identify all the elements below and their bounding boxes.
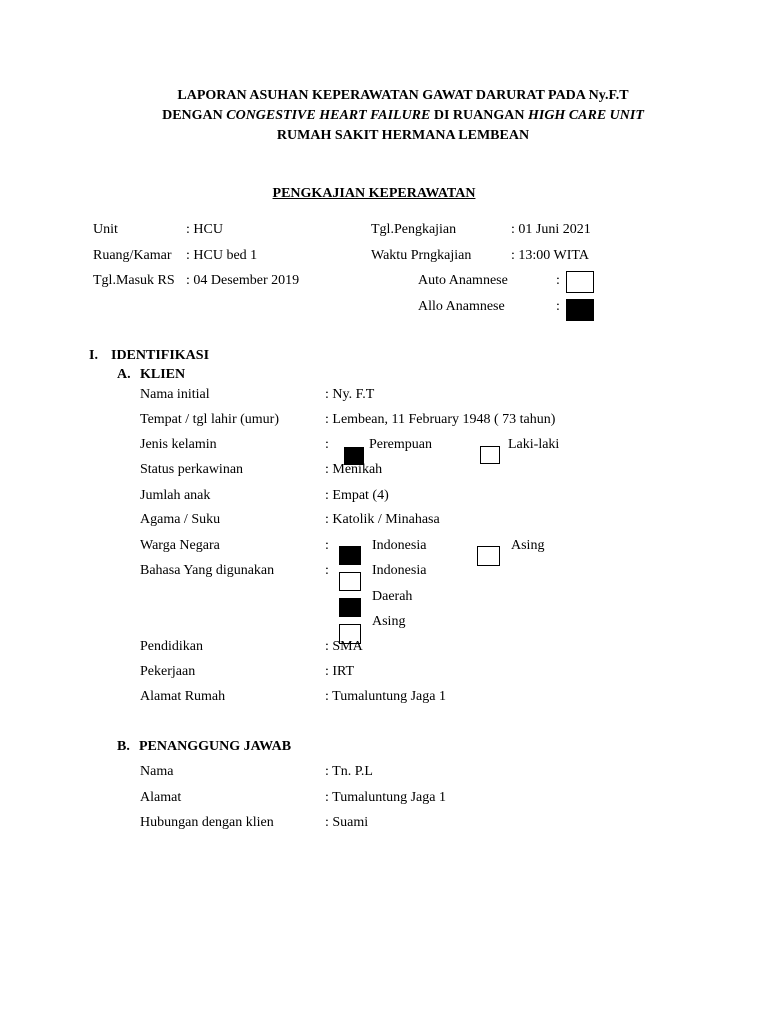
bahasa-daerah-label: Daerah xyxy=(372,589,413,604)
ruang-label: Ruang/Kamar xyxy=(93,248,172,263)
ttl-label: Tempat / tgl lahir (umur) xyxy=(140,412,279,427)
pekerjaan-value: : IRT xyxy=(325,664,355,679)
bahasa-asing-checkbox[interactable] xyxy=(339,624,361,644)
allo-anamnese-checkbox[interactable] xyxy=(566,299,594,321)
subsection-b-letter: B. xyxy=(117,739,130,754)
laki-laki-checkbox[interactable] xyxy=(480,446,500,464)
title-text-ruangan: DI RUANGAN xyxy=(430,108,528,123)
wn-indonesia-checkbox[interactable] xyxy=(339,546,361,565)
jenis-kelamin-colon: : xyxy=(325,437,329,452)
auto-anamnese-colon: : xyxy=(556,273,560,288)
ttl-value: : Lembean, 11 February 1948 ( 73 tahun) xyxy=(325,412,556,427)
wn-asing-label: Asing xyxy=(511,538,545,553)
title-text-dengan: DENGAN xyxy=(162,108,227,123)
agama-value: : Katolik / Minahasa xyxy=(325,512,440,527)
bahasa-daerah-checkbox[interactable] xyxy=(339,598,361,617)
tgl-masuk-value: : 04 Desember 2019 xyxy=(186,273,300,288)
pj-alamat-value: : Tumaluntung Jaga 1 xyxy=(325,790,446,805)
jenis-kelamin-label: Jenis kelamin xyxy=(140,437,217,452)
pekerjaan-label: Pekerjaan xyxy=(140,664,196,679)
waktu-value: : 13:00 WITA xyxy=(511,248,589,263)
warga-negara-label: Warga Negara xyxy=(140,538,220,553)
auto-anamnese-label: Auto Anamnese xyxy=(418,273,508,288)
bahasa-colon: : xyxy=(325,563,329,578)
bahasa-asing-label: Asing xyxy=(372,614,406,629)
alamat-rumah-label: Alamat Rumah xyxy=(140,689,226,704)
pj-nama-value: : Tn. P.L xyxy=(325,764,373,779)
ruang-value: : HCU bed 1 xyxy=(186,248,258,263)
report-title-line1: LAPORAN ASUHAN KEPERAWATAN GAWAT DARURAT PADA Ny.F.T xyxy=(177,88,629,103)
wn-indonesia-label: Indonesia xyxy=(372,538,427,553)
pj-alamat-label: Alamat xyxy=(140,790,182,805)
waktu-label: Waktu Prngkajian xyxy=(371,248,472,263)
unit-label: Unit xyxy=(93,222,118,237)
jumlah-anak-label: Jumlah anak xyxy=(140,488,211,503)
report-title-line2 xyxy=(0,107,768,125)
section-title: IDENTIFIKASI xyxy=(111,348,210,363)
nama-label: Nama initial xyxy=(140,387,210,402)
pj-hubungan-value: : Suami xyxy=(325,815,369,830)
pendidikan-value: : SMA xyxy=(325,639,363,654)
tgl-masuk-label: Tgl.Masuk RS xyxy=(93,273,175,288)
bahasa-indonesia-label: Indonesia xyxy=(372,563,427,578)
title-diagnosis: CONGESTIVE HEART FAILURE xyxy=(226,108,431,123)
bahasa-label: Bahasa Yang digunakan xyxy=(140,563,275,578)
title-unit: HIGH CARE UNIT xyxy=(527,108,644,123)
unit-value: : HCU xyxy=(186,222,223,237)
allo-anamnese-label: Allo Anamnese xyxy=(418,299,505,314)
subsection-a-letter: A. xyxy=(117,367,131,382)
warga-negara-colon: : xyxy=(325,538,329,553)
pj-hubungan-label: Hubungan dengan klien xyxy=(140,815,274,830)
pendidikan-label: Pendidikan xyxy=(140,639,203,654)
laki-laki-label: Laki-laki xyxy=(508,437,560,452)
perempuan-label: Perempuan xyxy=(369,437,432,452)
status-label: Status perkawinan xyxy=(140,462,244,477)
pj-nama-label: Nama xyxy=(140,764,174,779)
section-heading: PENGKAJIAN KEPERAWATAN xyxy=(272,186,476,201)
nama-value: : Ny. F.T xyxy=(325,387,375,402)
jumlah-anak-value: : Empat (4) xyxy=(325,488,389,503)
agama-label: Agama / Suku xyxy=(140,512,221,527)
report-title-line3: RUMAH SAKIT HERMANA LEMBEAN xyxy=(276,128,530,143)
status-value: : Menikah xyxy=(325,462,383,477)
auto-anamnese-checkbox[interactable] xyxy=(566,271,594,293)
alamat-rumah-value: : Tumaluntung Jaga 1 xyxy=(325,689,446,704)
tgl-pengkajian-value: : 01 Juni 2021 xyxy=(511,222,591,237)
wn-asing-checkbox[interactable] xyxy=(477,546,500,566)
subsection-b-title: PENANGGUNG JAWAB xyxy=(139,739,292,754)
section-number: I. xyxy=(89,348,98,363)
allo-anamnese-colon: : xyxy=(556,299,560,314)
tgl-pengkajian-label: Tgl.Pengkajian xyxy=(371,222,457,237)
bahasa-indonesia-checkbox[interactable] xyxy=(339,572,361,591)
subsection-a-title: KLIEN xyxy=(140,367,186,382)
